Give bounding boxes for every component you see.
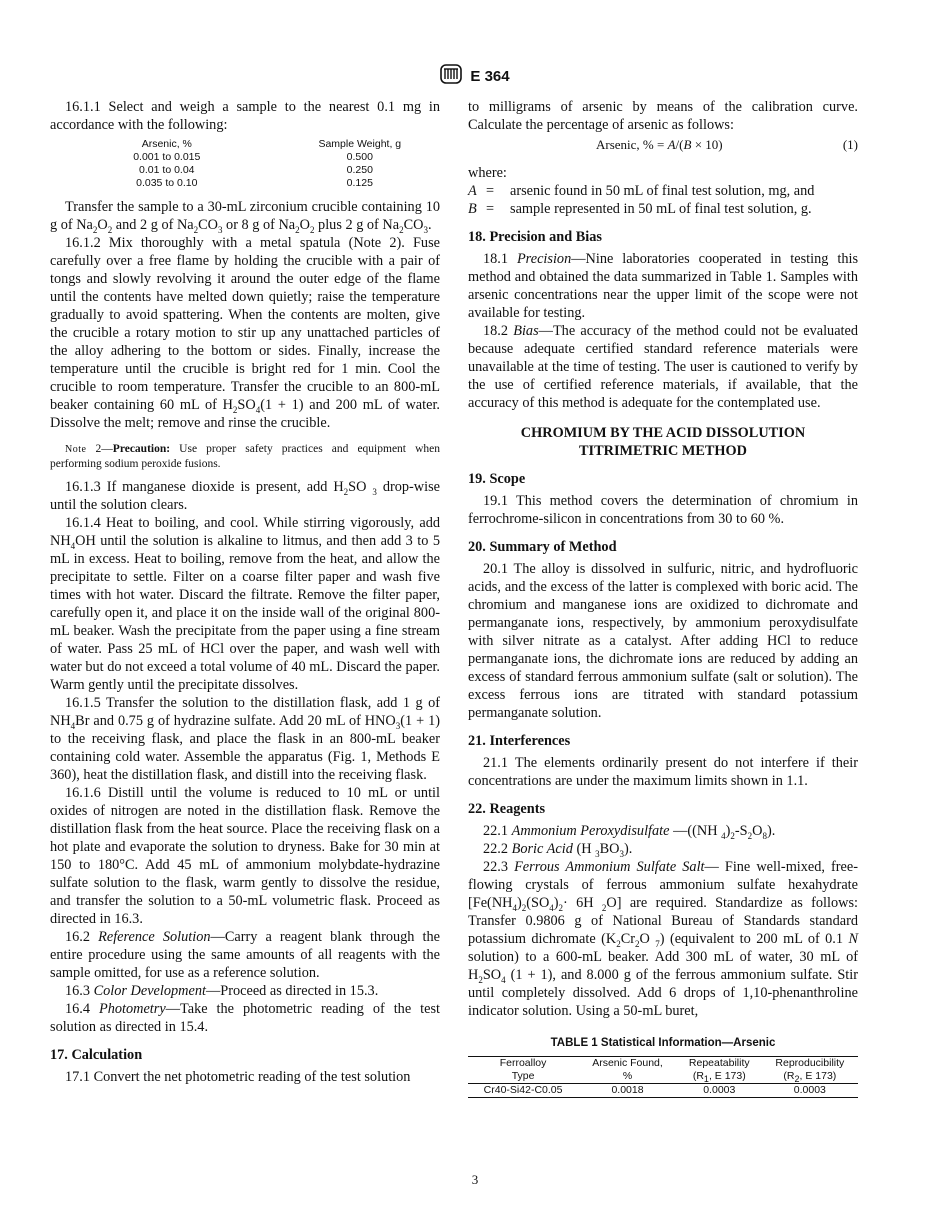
table-row <box>468 1084 858 1098</box>
variable-definition: A = arsenic found in 50 mL of final test solution, mg, and <box>468 183 815 199</box>
designation-title: E 364 <box>470 68 510 85</box>
weight-table-cell: 0.500 <box>346 151 373 163</box>
weight-table-cell: 0.01 to 0.04 <box>139 164 195 176</box>
table-cell: 0.0018 <box>611 1084 644 1096</box>
table-header: % <box>578 1070 677 1084</box>
method-heading: CHROMIUM BY THE ACID DISSOLUTION TITRIMETRIC METHOD <box>520 425 806 459</box>
para-16-1-2: 16.1.2 Mix thoroughly with a metal spatula (Note 2). Fuse carefully over a free flame by holding the crucible with a pair of tongs and slowly revolving it around the outer edge of the flame until the contents have melted down quietly; raise the temperature gradually to avoid spattering. When the contents are molten, give the crucible a rotary motion to stir up any unattached particles of the alloy adhering to the bottom or sides. Finally, increase the temperature until the crucible is bright red for 1 min. Cool the crucible to room temperature. Transfer the crucible to an 800-mL beaker containing 60 mL of $H_2SO_4(1 + 1)$ and 200 mL of water. Dissolve the melt; remove and rinse the crucible. <box>50 235 440 431</box>
table-cell: 0.0003 <box>703 1084 736 1096</box>
equation-1 <box>596 136 858 154</box>
table-1-caption: TABLE 1 Statistical Information—Arsenic <box>550 1037 776 1049</box>
para-22-3: 22.3 Ferrous Ammonium Sulfate Salt— Fine well-mixed, free-flowing crystals of ferrous ammonium sulfate hexahydrate [$Fe(NH_4)_2(SO_4)_2\cdot 6H$ $_2$O] are required. Standardize as follows: Transfer 0.9806 g of National Bureau of Standards standard potassium dichromate ($K_2Cr_2O$ $_7$) (equivalent to 200 mL of 0.1 N solution) to a 600-mL beaker. Add 300 mL of water, 30 mL of $H_2SO_4$ (1 + 1), and 8.000 g of the ferrous ammonium sulfate. Stir until completely dissolved. Add 6 drops of 1,10-phenanthroline indicator solution. Using a 50-mL buret, <box>468 859 859 1019</box>
weight-table-header: Arsenic, % <box>141 138 192 150</box>
section-heading-17: 17. Calculation <box>50 1047 143 1063</box>
weight-table-cell: 0.035 to 0.10 <box>136 177 198 189</box>
table-cell: Cr40-Si42-C0.05 <box>483 1084 563 1096</box>
equation-number: (1) <box>842 137 858 152</box>
variable-definition: B = sample represented in 50 mL of final test solution, g. <box>468 201 812 217</box>
para-22-1: 22.1 Ammonium Peroxydisulfate —((NH $_4)_2-S_2O_8$). <box>483 823 776 841</box>
weight-table-header: Sample Weight, g <box>318 138 402 150</box>
page-header <box>0 64 950 89</box>
where-label: where: <box>468 165 507 181</box>
para-17-1: 17.1 Convert the net photometric reading of the test solution <box>65 1069 411 1085</box>
table-header: ($R_2$, E 173) <box>762 1070 858 1084</box>
para-17-1-continued: to milligrams of arsenic by means of the calibration curve. Calculate the percentage of arsenic as follows: <box>468 99 858 133</box>
section-heading-21: 21. Interferences <box>468 733 571 749</box>
para-22-2: 22.2 Boric Acid (H $_3BO_3$). <box>483 841 633 859</box>
para-20-1: 20.1 The alloy is dissolved in sulfuric, nitric, and hydrofluoric acids, and the excess of the latter is complexed with boric acid. The chromium and manganese ions are oxidized to dichromate and permanganate ions, respectively, by ammonium peroxydisulfate with silver nitrate as a catalyst. After adding HCl to reduce permanganate ions, the dichromate ions are reduced by adding an excess of standard ferrous ammonium sulfate (salt or solution). The excess ferrous ions are titrated with standard potassium permanganate solution. <box>468 561 858 721</box>
section-heading-19: 19. Scope <box>468 471 526 487</box>
astm-logo-icon <box>440 64 462 89</box>
para-16-4: 16.4 Photometry—Take the photometric reading of the test solution as directed in 15.4. <box>50 1001 440 1035</box>
table-header: Arsenic Found, <box>592 1057 663 1069</box>
equation-body: Arsenic, % = A/(B × 10) <box>596 137 723 152</box>
section-heading-22: 22. Reagents <box>468 801 546 817</box>
left-column <box>50 98 440 1086</box>
right-column <box>468 98 858 1098</box>
table-header: Ferroalloy <box>499 1057 547 1069</box>
para-18-1: 18.1 Precision—Nine laboratories cooperated in testing this method and obtained the data summarized in Table 1. Samples with arsenic concentrations near the upper limit of the scope were not available for testing. <box>468 251 859 321</box>
weight-table-cell: 0.125 <box>346 177 373 189</box>
table-1-statistical-information <box>468 1056 858 1098</box>
sample-weight-table <box>106 138 440 190</box>
para-16-1-4: 16.1.4 Heat to boiling, and cool. While stirring vigorously, add $NH_4OH$ until the solution is alkaline to litmus, and then add 3 to 5 mL in excess. Heat to boiling, remove from the heat, and allow the precipitate to settle. Filter on a coarse filter paper and wash five times with hot water. Discard the filtrate. Remove the filter paper, carefully open it, and place it on the inside wall of the original 800-mL beaker. Wash the precipitate from the paper using a fine stream of water. Pass 25 mL of HCl over the paper, and wash well with water but do not exceed a total volume of 40 mL. Discard the paper. Warm gently until the precipitate dissolves. <box>50 515 440 693</box>
table-cell: 0.0003 <box>793 1084 826 1096</box>
para-16-1-5: 16.1.5 Transfer the solution to the distillation flask, add 1 g of $NH_4Br$ and 0.75 g of hydrazine sulfate. Add 20 mL of $HNO_3(1 + 1)$ to the receiving flask, and place the flask in an 800-mL beaker containing cold water. Assemble the apparatus (Fig. 1, Methods E 360), heat the distillation flask, and distill into the receiving flask. <box>50 695 441 783</box>
table-header: Reproducibility <box>775 1057 845 1069</box>
table-header: ($R_1$, E 173) <box>677 1070 762 1084</box>
para-16-1-1: 16.1.1 Select and weigh a sample to the nearest 0.1 mg in accordance with the following: <box>50 99 440 133</box>
table-header: Repeatability <box>688 1057 750 1069</box>
note-2: Note 2—Precaution: Use proper safety practices and equipment when performing sodium peroxide fusions. <box>50 443 440 470</box>
page-number: 3 <box>471 1172 479 1187</box>
para-16-2: 16.2 Reference Solution—Carry a reagent blank through the entire procedure using the same amounts of all reagents with the sample omitted, for use as a reference solution. <box>50 929 440 981</box>
weight-table-cell: 0.001 to 0.015 <box>133 151 201 163</box>
section-heading-18: 18. Precision and Bias <box>468 229 602 245</box>
para-16-3: 16.3 Color Development—Proceed as directed in 15.3. <box>65 983 379 999</box>
para-19-1: 19.1 This method covers the determination of chromium in ferrochrome-silicon in concentrations from 30 to 60 %. <box>468 493 858 527</box>
para-18-2: 18.2 Bias—The accuracy of the method could not be evaluated because adequate certified standard reference materials were unavailable at the time of testing. The user is cautioned to verify by the use of certified reference materials, if available, that the accuracy of this method is adequate for the contemplated use. <box>468 323 859 411</box>
para-16-1-6: 16.1.6 Distill until the volume is reduced to 10 mL or until oxides of nitrogen are noted in the distillation flask. Remove the distillation flask from the heat source. Place the receiving flask on a hot plate and evaporate the solution to dryness. Bake for 30 min at 150 to 180°C. Add 45 mL of ammonium molybdate-hydrazine sulfate solution to the flask, warm gently to dissolve the residue, and transfer the solution to a 50-mL volumetric flask. Proceed as directed in 16.3. <box>50 785 440 927</box>
para-transfer: Transfer the sample to a 30-mL zirconium crucible containing 10 g of $Na_2O_2$ and 2 g of $Na_2CO_3$ or 8 g of $Na_2O_2$ plus 2 g of $Na_2CO_3$. <box>50 199 440 235</box>
section-heading-20: 20. Summary of Method <box>468 539 617 555</box>
para-16-1-3: 16.1.3 If manganese dioxide is present, add $H_2SO$ $_3$ drop-wise until the solution clears. <box>50 479 441 513</box>
weight-table-cell: 0.250 <box>346 164 373 176</box>
table-header: Type <box>468 1070 578 1084</box>
para-21-1: 21.1 The elements ordinarily present do not interfere if their concentrations are under the maximum limits shown in 1.1. <box>468 755 858 789</box>
